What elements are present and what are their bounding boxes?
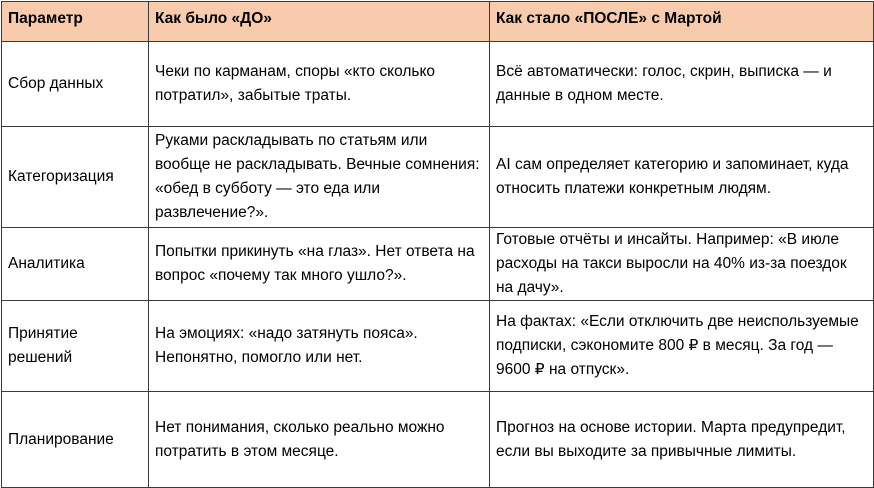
row-before: Чеки по карманам, споры «кто сколько потратил», забытые траты. (149, 42, 490, 127)
row-before: На эмоциях: «надо затянуть пояса». Непонятно, помогло или нет. (149, 301, 490, 392)
comparison-table (1, 1, 874, 488)
header-row (2, 2, 874, 42)
row-after: Всё автоматически: голос, скрин, выписка — и данные в одном месте. (490, 42, 874, 127)
row-param: Аналитика (2, 228, 149, 301)
row-param: Планирование (2, 392, 149, 488)
table-row (2, 228, 874, 301)
header-param: Параметр (2, 2, 149, 42)
row-after: На фактах: «Если отключить две неиспользуемые подписки, сэкономите 800 ₽ в месяц. За год — 9600 ₽ на отпуск». (490, 301, 874, 392)
table-row (2, 42, 874, 127)
table-row (2, 301, 874, 392)
row-param: Категоризация (2, 127, 149, 228)
row-after: Прогноз на основе истории. Марта предупредит, если вы выходите за привычные лимиты. (490, 392, 874, 488)
table-row (2, 127, 874, 228)
row-before: Попытки прикинуть «на глаз». Нет ответа на вопрос «почему так много ушло?». (149, 228, 490, 301)
row-before: Нет понимания, сколько реально можно потратить в этом месяце. (149, 392, 490, 488)
row-param: Сбор данных (2, 42, 149, 127)
row-param: Принятие решений (2, 301, 149, 392)
row-after: Готовые отчёты и инсайты. Например: «В июле расходы на такси выросли на 40% из-за поездок на дачу». (490, 228, 874, 301)
header-after: Как стало «ПОСЛЕ» с Мартой (490, 2, 874, 42)
table-row (2, 392, 874, 488)
row-before: Руками раскладывать по статьям или вообще не раскладывать. Вечные сомнения: «обед в субботу — это еда или развлечение?». (149, 127, 490, 228)
row-after: AI сам определяет категорию и запоминает, куда относить платежи конкретным людям. (490, 127, 874, 228)
header-before: Как было «ДО» (149, 2, 490, 42)
